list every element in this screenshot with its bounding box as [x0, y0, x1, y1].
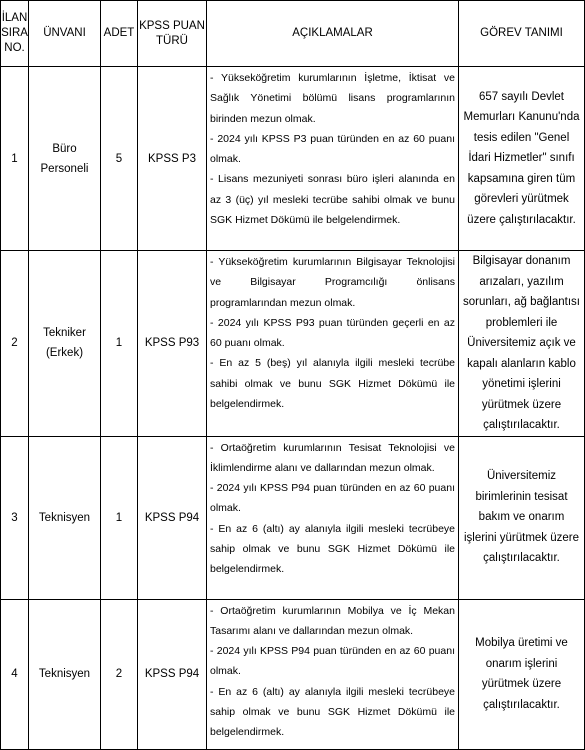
row-gorev: Mobilya üretimi ve onarım işlerini yürütmek üzere çalıştırılacaktır.: [459, 599, 585, 749]
header-aciklamalar: AÇIKLAMALAR: [207, 1, 459, 67]
aciklama-item: - En az 6 (altı) ay alanıyla ilgili mesleki tecrübeye sahip olmak ve bunu SGK Hizmet Dökümü ile belgelendirmek.: [210, 685, 455, 739]
row-no: 4: [1, 599, 29, 749]
header-row: [1, 1, 585, 67]
row-unvan: Tekniker (Erkek): [29, 251, 101, 437]
table-row: [1, 436, 585, 599]
row-gorev: Bilgisayar donanım arızaları, yazılım sorunları, ağ bağlantısı problemleri ile Üniversitemiz açık ve kapalı alanların kablo yönetimi işlerini yürütmek üzere çalıştırılacaktır.: [459, 251, 585, 437]
aciklama-item: - Ortaöğretim kurumlarının Mobilya ve İç Mekan Tasarımı alanı ve dallarından mezun olmak.: [210, 604, 455, 637]
row-gorev: Üniversitemiz birimlerinin tesisat bakım ve onarım işlerini yürütmek üzere çalıştırılacaktır.: [459, 436, 585, 599]
header-gorev: GÖREV TANIMI: [459, 1, 585, 67]
row-aciklama: [207, 599, 459, 749]
aciklama-item: - En az 5 (beş) yıl alanıyla ilgili mesleki tecrübe sahibi olmak ve bunu SGK Hizmet Dökümü ile belgelendirmek.: [210, 357, 455, 411]
row-no: 1: [1, 67, 29, 251]
row-kpss: KPSS P94: [138, 599, 207, 749]
row-no: 2: [1, 251, 29, 437]
row-adet: 5: [101, 67, 138, 251]
row-adet: 1: [101, 251, 138, 437]
table-row: [1, 599, 585, 749]
row-unvan: Teknisyen: [29, 436, 101, 599]
table-row: [1, 251, 585, 437]
aciklama-item: - Ortaöğretim kurumlarının Tesisat Teknolojisi ve İklimlendirme alanı ve dallarından mezun olmak.: [210, 441, 455, 474]
aciklama-item: - 2024 yılı KPSS P94 puan türünden en az 60 puanı olmak.: [210, 482, 455, 515]
header-unvani: ÜNVANI: [29, 1, 101, 67]
row-adet: 2: [101, 599, 138, 749]
row-aciklama: [207, 67, 459, 251]
row-no: 3: [1, 436, 29, 599]
row-kpss: KPSS P94: [138, 436, 207, 599]
header-adet: ADET: [101, 1, 138, 67]
aciklama-item: - Yükseköğretim kurumlarının Bilgisayar Teknolojisi ve Bilgisayar Programcılığı önlisans programlarından mezun olmak.: [210, 256, 455, 309]
aciklama-item: - 2024 yılı KPSS P94 puan türünden en az 60 puanı olmak.: [210, 645, 455, 678]
aciklama-item: - Lisans mezuniyeti sonrası büro işleri alanında en az 3 (üç) yıl mesleki tecrübe sahibi olmak ve bunu SGK Hizmet Dökümü ile belgelendirmek.: [210, 173, 455, 227]
row-aciklama: [207, 251, 459, 437]
aciklama-item: - 2024 yılı KPSS P93 puan türünden geçerli en az 60 puanı olmak.: [210, 316, 455, 350]
header-ilan-sira: İLAN SIRA NO.: [1, 1, 29, 67]
aciklama-item: - 2024 yılı KPSS P3 puan türünden en az 60 puanı olmak.: [210, 132, 455, 166]
header-kpss: KPSS PUAN TÜRÜ: [138, 1, 207, 67]
row-kpss: KPSS P3: [138, 67, 207, 251]
row-aciklama: [207, 436, 459, 599]
row-unvan: Büro Personeli: [29, 67, 101, 251]
aciklama-item: - En az 6 (altı) ay alanıyla ilgili mesleki tecrübeye sahip olmak ve bunu SGK Hizmet Dökümü ile belgelendirmek.: [210, 522, 455, 576]
table-row: [1, 67, 585, 251]
row-gorev: 657 sayılı Devlet Memurları Kanunu'nda tesis edilen "Genel İdari Hizmetler" sınıfı kapsamına giren tüm görevleri yürütmek üzere çalıştırılacaktır.: [459, 67, 585, 251]
row-unvan: Teknisyen: [29, 599, 101, 749]
aciklama-item: - Yükseköğretim kurumlarının İşletme, İktisat ve Sağlık Yönetimi bölümü lisans programlarının birinden mezun olmak.: [210, 72, 455, 125]
row-adet: 1: [101, 436, 138, 599]
row-kpss: KPSS P93: [138, 251, 207, 437]
